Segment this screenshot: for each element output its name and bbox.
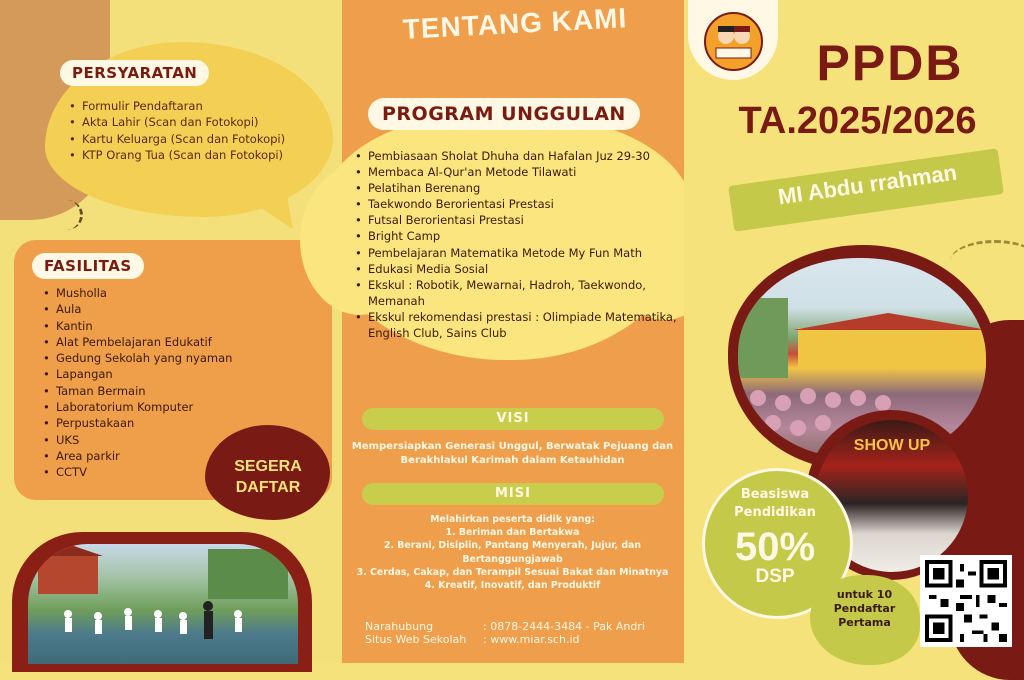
segera-daftar-text	[213, 456, 323, 498]
list-item: • Futsal Berorientasi Prestasi	[352, 212, 678, 228]
misi-line: Melahirkan peserta didik yang:	[430, 514, 595, 525]
contact-info	[365, 620, 680, 646]
website-url: : www.miar.sch.id	[483, 633, 580, 646]
list-item: • Formulir Pendaftaran	[66, 98, 285, 114]
list-item: • Lapangan	[40, 366, 232, 382]
untuk-line: untuk 10	[836, 588, 893, 601]
untuk-text	[812, 588, 917, 630]
list-item: • Pembiasaan Sholat Dhuha dan Hafalan Juz 29-30	[352, 148, 678, 164]
misi-line: 1. Beriman dan Bertakwa	[445, 527, 580, 539]
list-item: • Kartu Keluarga (Scan dan Fotokopi)	[66, 131, 285, 147]
students-photo	[28, 544, 298, 664]
list-item: • Pelatihan Berenang	[352, 180, 678, 196]
visi-title: VISI	[362, 408, 664, 430]
list-item: • Alat Pembelajaran Edukatif	[40, 334, 232, 350]
program-unggulan-title: PROGRAM UNGGULAN	[368, 98, 640, 130]
persyaratan-list	[66, 98, 285, 164]
list-item: • Taekwondo Berorientasi Prestasi	[352, 196, 678, 212]
misi-line: 3. Cerdas, Cakap, dan Terampil Sesuai Bakat dan Minatnya	[356, 566, 669, 578]
qr-code-icon[interactable]	[920, 555, 1012, 647]
academic-year: TA.2025/2026	[738, 100, 977, 142]
list-item: • Perpustakaan	[40, 415, 232, 431]
tentang-kami-heading: TENTANG KAMI	[402, 2, 628, 45]
list-item: • Aula	[40, 301, 232, 317]
fasilitas-title: FASILITAS	[32, 253, 144, 279]
list-item: • Area parkir	[40, 448, 232, 464]
list-item: • Taman Bermain	[40, 383, 232, 399]
school-name: MI Abdu rrahman	[776, 159, 959, 210]
beasiswa-line: Beasiswa	[740, 487, 810, 502]
list-item: • Laboratorium Komputer	[40, 399, 232, 415]
untuk-line: Pertama	[838, 616, 891, 629]
show-up-text: SHOW UP	[853, 437, 931, 454]
list-item: • Ekskul : Robotik, Mewarnai, Hadroh, Taekwondo, Memanah	[352, 277, 678, 309]
ppdb-title: PPDB	[816, 35, 964, 91]
list-item: • Gedung Sekolah yang nyaman	[40, 350, 232, 366]
list-item: • Kantin	[40, 318, 232, 334]
dashed-decor	[50, 200, 83, 230]
persyaratan-title: PERSYARATAN	[60, 60, 209, 86]
list-item: • Edukasi Media Sosial	[352, 261, 678, 277]
misi-title: MISI	[362, 483, 664, 505]
list-item: • Musholla	[40, 285, 232, 301]
school-logo-icon	[704, 12, 763, 71]
list-item: • KTP Orang Tua (Scan dan Fotokopi)	[66, 147, 285, 163]
list-item: • Bright Camp	[352, 228, 678, 244]
daftar-line: DAFTAR	[235, 479, 301, 496]
visi-text: Mempersiapkan Generasi Unggul, Berwatak Pejuang dan Berakhlakul Karimah dalam Ketauhidan	[351, 441, 674, 466]
phone-number: : 0878-2444-3484 - Pak Andri	[483, 620, 645, 633]
list-item: • Membaca Al-Qur'an Metode Tilawati	[352, 164, 678, 180]
bubble-tail	[247, 192, 293, 236]
fasilitas-list	[40, 285, 232, 481]
contact-label: Narahubung	[365, 620, 434, 633]
beasiswa-percent: 50%	[734, 525, 816, 569]
list-item: • Akta Lahir (Scan dan Fotokopi)	[66, 114, 285, 130]
beasiswa-label	[705, 486, 845, 522]
segera-line: SEGERA	[234, 458, 302, 475]
misi-text	[350, 513, 675, 592]
contact-label: Situs Web Sekolah	[365, 633, 467, 646]
program-list	[352, 148, 678, 341]
misi-line: 2. Berani, Disiplin, Pantang Menyerah, Jujur, dan Bertanggungjawab	[383, 540, 642, 565]
pendidikan-line: Pendidikan	[734, 505, 816, 520]
list-item: • Ekskul rekomendasi prestasi : Olimpiade Matematika, English Club, Sains Club	[352, 309, 678, 341]
list-item: • UKS	[40, 432, 232, 448]
list-item: • Pembelajaran Matematika Metode My Fun Math	[352, 245, 678, 261]
misi-line: 4. Kreatif, Inovatif, dan Produktif	[424, 580, 601, 592]
untuk-line: Pendaftar	[833, 602, 896, 615]
list-item: • CCTV	[40, 464, 232, 480]
beasiswa-dsp: DSP	[755, 566, 795, 587]
